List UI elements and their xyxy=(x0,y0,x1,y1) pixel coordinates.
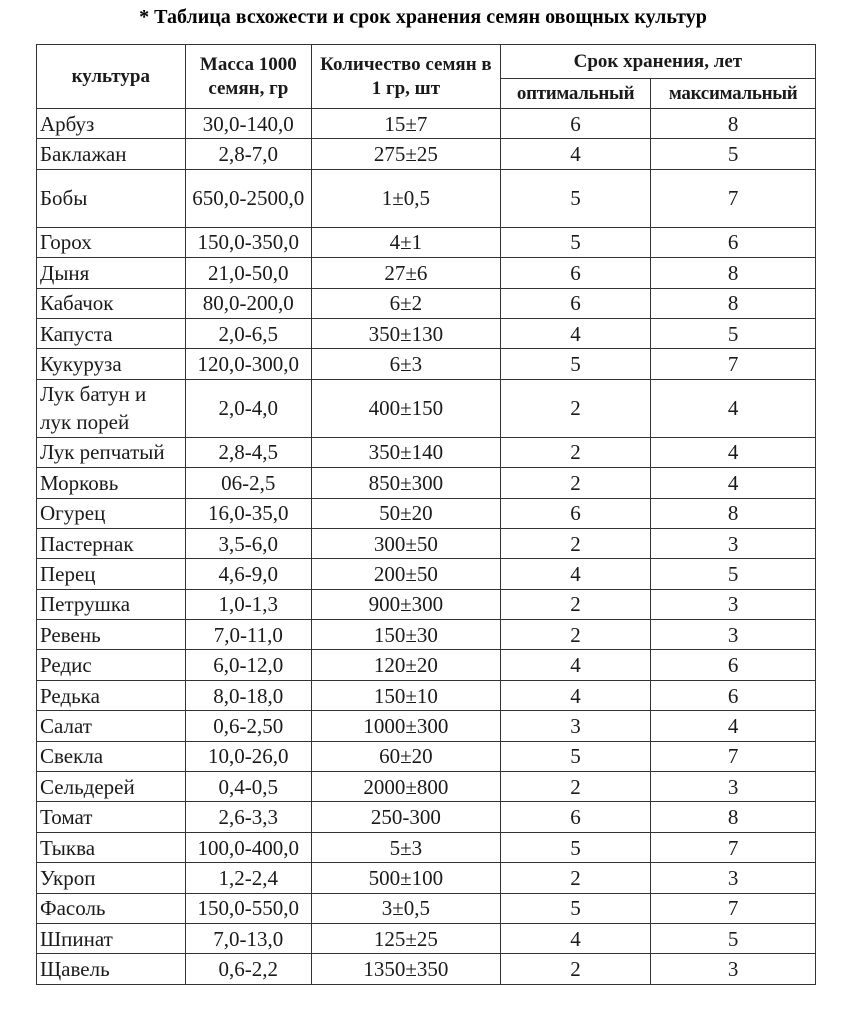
storage-optimal-cell: 2 xyxy=(500,620,651,650)
storage-optimal-cell: 2 xyxy=(500,379,651,437)
crop-name-cell: Ревень xyxy=(37,620,186,650)
storage-maximal-cell: 4 xyxy=(651,379,816,437)
seed-count-cell: 27±6 xyxy=(312,258,501,288)
seed-mass-cell: 8,0-18,0 xyxy=(185,680,311,710)
seed-count-cell: 4±1 xyxy=(312,227,501,257)
crop-name-cell: Дыня xyxy=(37,258,186,288)
crop-name-cell: Шпинат xyxy=(37,923,186,953)
seed-mass-cell: 150,0-350,0 xyxy=(185,227,311,257)
storage-optimal-cell: 6 xyxy=(500,258,651,288)
table-row xyxy=(37,741,816,771)
table-row xyxy=(37,379,816,437)
table-row xyxy=(37,169,816,227)
storage-maximal-cell: 7 xyxy=(651,893,816,923)
storage-maximal-cell: 3 xyxy=(651,620,816,650)
seed-mass-cell: 06-2,5 xyxy=(185,468,311,498)
table-row xyxy=(37,772,816,802)
seed-mass-cell: 7,0-13,0 xyxy=(185,923,311,953)
seed-mass-cell: 80,0-200,0 xyxy=(185,288,311,318)
seed-mass-cell: 2,6-3,3 xyxy=(185,802,311,832)
storage-optimal-cell: 5 xyxy=(500,349,651,379)
crop-name-cell: Фасоль xyxy=(37,893,186,923)
storage-maximal-cell: 5 xyxy=(651,139,816,169)
storage-maximal-cell: 8 xyxy=(651,498,816,528)
storage-optimal-cell: 6 xyxy=(500,109,651,139)
table-row xyxy=(37,498,816,528)
table-row xyxy=(37,227,816,257)
seed-mass-cell: 3,5-6,0 xyxy=(185,528,311,558)
table-row xyxy=(37,620,816,650)
seed-count-cell: 350±140 xyxy=(312,437,501,467)
seed-count-cell: 350±130 xyxy=(312,318,501,348)
header-count: Количество семян в 1 гр, шт xyxy=(312,45,501,109)
seed-count-cell: 1350±350 xyxy=(312,954,501,984)
seed-count-cell: 120±20 xyxy=(312,650,501,680)
crop-name-cell: Укроп xyxy=(37,863,186,893)
header-optimal: оптимальный xyxy=(500,79,651,109)
table-body xyxy=(37,109,816,985)
seed-mass-cell: 30,0-140,0 xyxy=(185,109,311,139)
table-row xyxy=(37,437,816,467)
seed-mass-cell: 650,0-2500,0 xyxy=(185,169,311,227)
storage-optimal-cell: 4 xyxy=(500,923,651,953)
seed-mass-cell: 2,8-7,0 xyxy=(185,139,311,169)
table-row xyxy=(37,288,816,318)
seed-mass-cell: 1,2-2,4 xyxy=(185,863,311,893)
seed-mass-cell: 1,0-1,3 xyxy=(185,589,311,619)
seed-count-cell: 15±7 xyxy=(312,109,501,139)
storage-optimal-cell: 2 xyxy=(500,437,651,467)
storage-maximal-cell: 4 xyxy=(651,468,816,498)
crop-name-cell: Кукуруза xyxy=(37,349,186,379)
storage-maximal-cell: 6 xyxy=(651,227,816,257)
storage-optimal-cell: 5 xyxy=(500,832,651,862)
storage-optimal-cell: 2 xyxy=(500,589,651,619)
crop-name-cell: Лук батун и лук порей xyxy=(37,379,186,437)
storage-maximal-cell: 6 xyxy=(651,680,816,710)
page-title: * Таблица всхожести и срок хранения семян овощных культур xyxy=(139,6,707,28)
storage-optimal-cell: 2 xyxy=(500,528,651,558)
crop-name-cell: Пастернак xyxy=(37,528,186,558)
crop-name-cell: Бобы xyxy=(37,169,186,227)
table-header xyxy=(37,45,816,109)
seed-mass-cell: 100,0-400,0 xyxy=(185,832,311,862)
storage-optimal-cell: 2 xyxy=(500,863,651,893)
storage-maximal-cell: 3 xyxy=(651,863,816,893)
crop-name-cell: Тыква xyxy=(37,832,186,862)
seed-count-cell: 6±2 xyxy=(312,288,501,318)
storage-optimal-cell: 3 xyxy=(500,711,651,741)
seed-mass-cell: 2,8-4,5 xyxy=(185,437,311,467)
seed-mass-cell: 16,0-35,0 xyxy=(185,498,311,528)
seed-mass-cell: 21,0-50,0 xyxy=(185,258,311,288)
storage-maximal-cell: 7 xyxy=(651,349,816,379)
seed-mass-cell: 0,6-2,50 xyxy=(185,711,311,741)
header-culture: культура xyxy=(37,45,186,109)
seed-count-cell: 500±100 xyxy=(312,863,501,893)
table-row xyxy=(37,589,816,619)
storage-optimal-cell: 4 xyxy=(500,650,651,680)
seed-mass-cell: 7,0-11,0 xyxy=(185,620,311,650)
seed-mass-cell: 6,0-12,0 xyxy=(185,650,311,680)
seed-count-cell: 1000±300 xyxy=(312,711,501,741)
storage-optimal-cell: 6 xyxy=(500,802,651,832)
crop-name-cell: Салат xyxy=(37,711,186,741)
table-row xyxy=(37,468,816,498)
storage-optimal-cell: 2 xyxy=(500,954,651,984)
storage-optimal-cell: 6 xyxy=(500,288,651,318)
storage-maximal-cell: 4 xyxy=(651,711,816,741)
seed-mass-cell: 0,4-0,5 xyxy=(185,772,311,802)
table-row xyxy=(37,559,816,589)
seed-count-cell: 275±25 xyxy=(312,139,501,169)
crop-name-cell: Редька xyxy=(37,680,186,710)
storage-maximal-cell: 8 xyxy=(651,288,816,318)
seed-count-cell: 400±150 xyxy=(312,379,501,437)
crop-name-cell: Перец xyxy=(37,559,186,589)
header-mass: Масса 1000 семян, гр xyxy=(185,45,311,109)
seed-mass-cell: 4,6-9,0 xyxy=(185,559,311,589)
crop-name-cell: Горох xyxy=(37,227,186,257)
seed-count-cell: 250-300 xyxy=(312,802,501,832)
crop-name-cell: Огурец xyxy=(37,498,186,528)
storage-maximal-cell: 8 xyxy=(651,109,816,139)
seed-count-cell: 50±20 xyxy=(312,498,501,528)
crop-name-cell: Морковь xyxy=(37,468,186,498)
crop-name-cell: Петрушка xyxy=(37,589,186,619)
storage-maximal-cell: 5 xyxy=(651,559,816,589)
storage-optimal-cell: 4 xyxy=(500,680,651,710)
table-row xyxy=(37,258,816,288)
seed-count-cell: 5±3 xyxy=(312,832,501,862)
seed-count-cell: 6±3 xyxy=(312,349,501,379)
storage-optimal-cell: 4 xyxy=(500,139,651,169)
crop-name-cell: Кабачок xyxy=(37,288,186,318)
seed-mass-cell: 2,0-6,5 xyxy=(185,318,311,348)
storage-maximal-cell: 8 xyxy=(651,258,816,288)
table-row xyxy=(37,528,816,558)
storage-optimal-cell: 4 xyxy=(500,559,651,589)
crop-name-cell: Сельдерей xyxy=(37,772,186,802)
crop-name-cell: Редис xyxy=(37,650,186,680)
storage-maximal-cell: 7 xyxy=(651,169,816,227)
table-row xyxy=(37,863,816,893)
crop-name-cell: Томат xyxy=(37,802,186,832)
storage-maximal-cell: 6 xyxy=(651,650,816,680)
crop-name-cell: Щавель xyxy=(37,954,186,984)
seed-count-cell: 2000±800 xyxy=(312,772,501,802)
table-row xyxy=(37,139,816,169)
storage-optimal-cell: 5 xyxy=(500,169,651,227)
storage-optimal-cell: 6 xyxy=(500,498,651,528)
seed-count-cell: 150±30 xyxy=(312,620,501,650)
crop-name-cell: Баклажан xyxy=(37,139,186,169)
storage-maximal-cell: 8 xyxy=(651,802,816,832)
table-row xyxy=(37,650,816,680)
storage-maximal-cell: 5 xyxy=(651,923,816,953)
seed-count-cell: 125±25 xyxy=(312,923,501,953)
crop-name-cell: Арбуз xyxy=(37,109,186,139)
seed-count-cell: 3±0,5 xyxy=(312,893,501,923)
table-row xyxy=(37,893,816,923)
seed-mass-cell: 150,0-550,0 xyxy=(185,893,311,923)
storage-optimal-cell: 2 xyxy=(500,468,651,498)
seed-count-cell: 150±10 xyxy=(312,680,501,710)
seed-storage-table xyxy=(36,44,816,985)
crop-name-cell: Лук репчатый xyxy=(37,437,186,467)
table-row xyxy=(37,832,816,862)
seed-count-cell: 200±50 xyxy=(312,559,501,589)
storage-maximal-cell: 7 xyxy=(651,741,816,771)
table-row xyxy=(37,349,816,379)
seed-count-cell: 60±20 xyxy=(312,741,501,771)
header-maximal: максимальный xyxy=(651,79,816,109)
storage-maximal-cell: 3 xyxy=(651,772,816,802)
storage-optimal-cell: 4 xyxy=(500,318,651,348)
seed-count-cell: 900±300 xyxy=(312,589,501,619)
seed-mass-cell: 0,6-2,2 xyxy=(185,954,311,984)
seed-mass-cell: 120,0-300,0 xyxy=(185,349,311,379)
table-row xyxy=(37,711,816,741)
seed-count-cell: 300±50 xyxy=(312,528,501,558)
storage-optimal-cell: 5 xyxy=(500,893,651,923)
seed-mass-cell: 10,0-26,0 xyxy=(185,741,311,771)
crop-name-cell: Свекла xyxy=(37,741,186,771)
header-storage: Срок хранения, лет xyxy=(500,45,815,79)
seed-count-cell: 1±0,5 xyxy=(312,169,501,227)
storage-maximal-cell: 3 xyxy=(651,954,816,984)
table-row xyxy=(37,318,816,348)
storage-optimal-cell: 5 xyxy=(500,227,651,257)
storage-maximal-cell: 3 xyxy=(651,528,816,558)
seed-count-cell: 850±300 xyxy=(312,468,501,498)
storage-maximal-cell: 3 xyxy=(651,589,816,619)
table-row xyxy=(37,680,816,710)
storage-maximal-cell: 5 xyxy=(651,318,816,348)
storage-optimal-cell: 5 xyxy=(500,741,651,771)
storage-maximal-cell: 4 xyxy=(651,437,816,467)
storage-maximal-cell: 7 xyxy=(651,832,816,862)
crop-name-cell: Капуста xyxy=(37,318,186,348)
table-row xyxy=(37,802,816,832)
table-row xyxy=(37,923,816,953)
table-row xyxy=(37,109,816,139)
storage-optimal-cell: 2 xyxy=(500,772,651,802)
table-row xyxy=(37,954,816,984)
seed-mass-cell: 2,0-4,0 xyxy=(185,379,311,437)
